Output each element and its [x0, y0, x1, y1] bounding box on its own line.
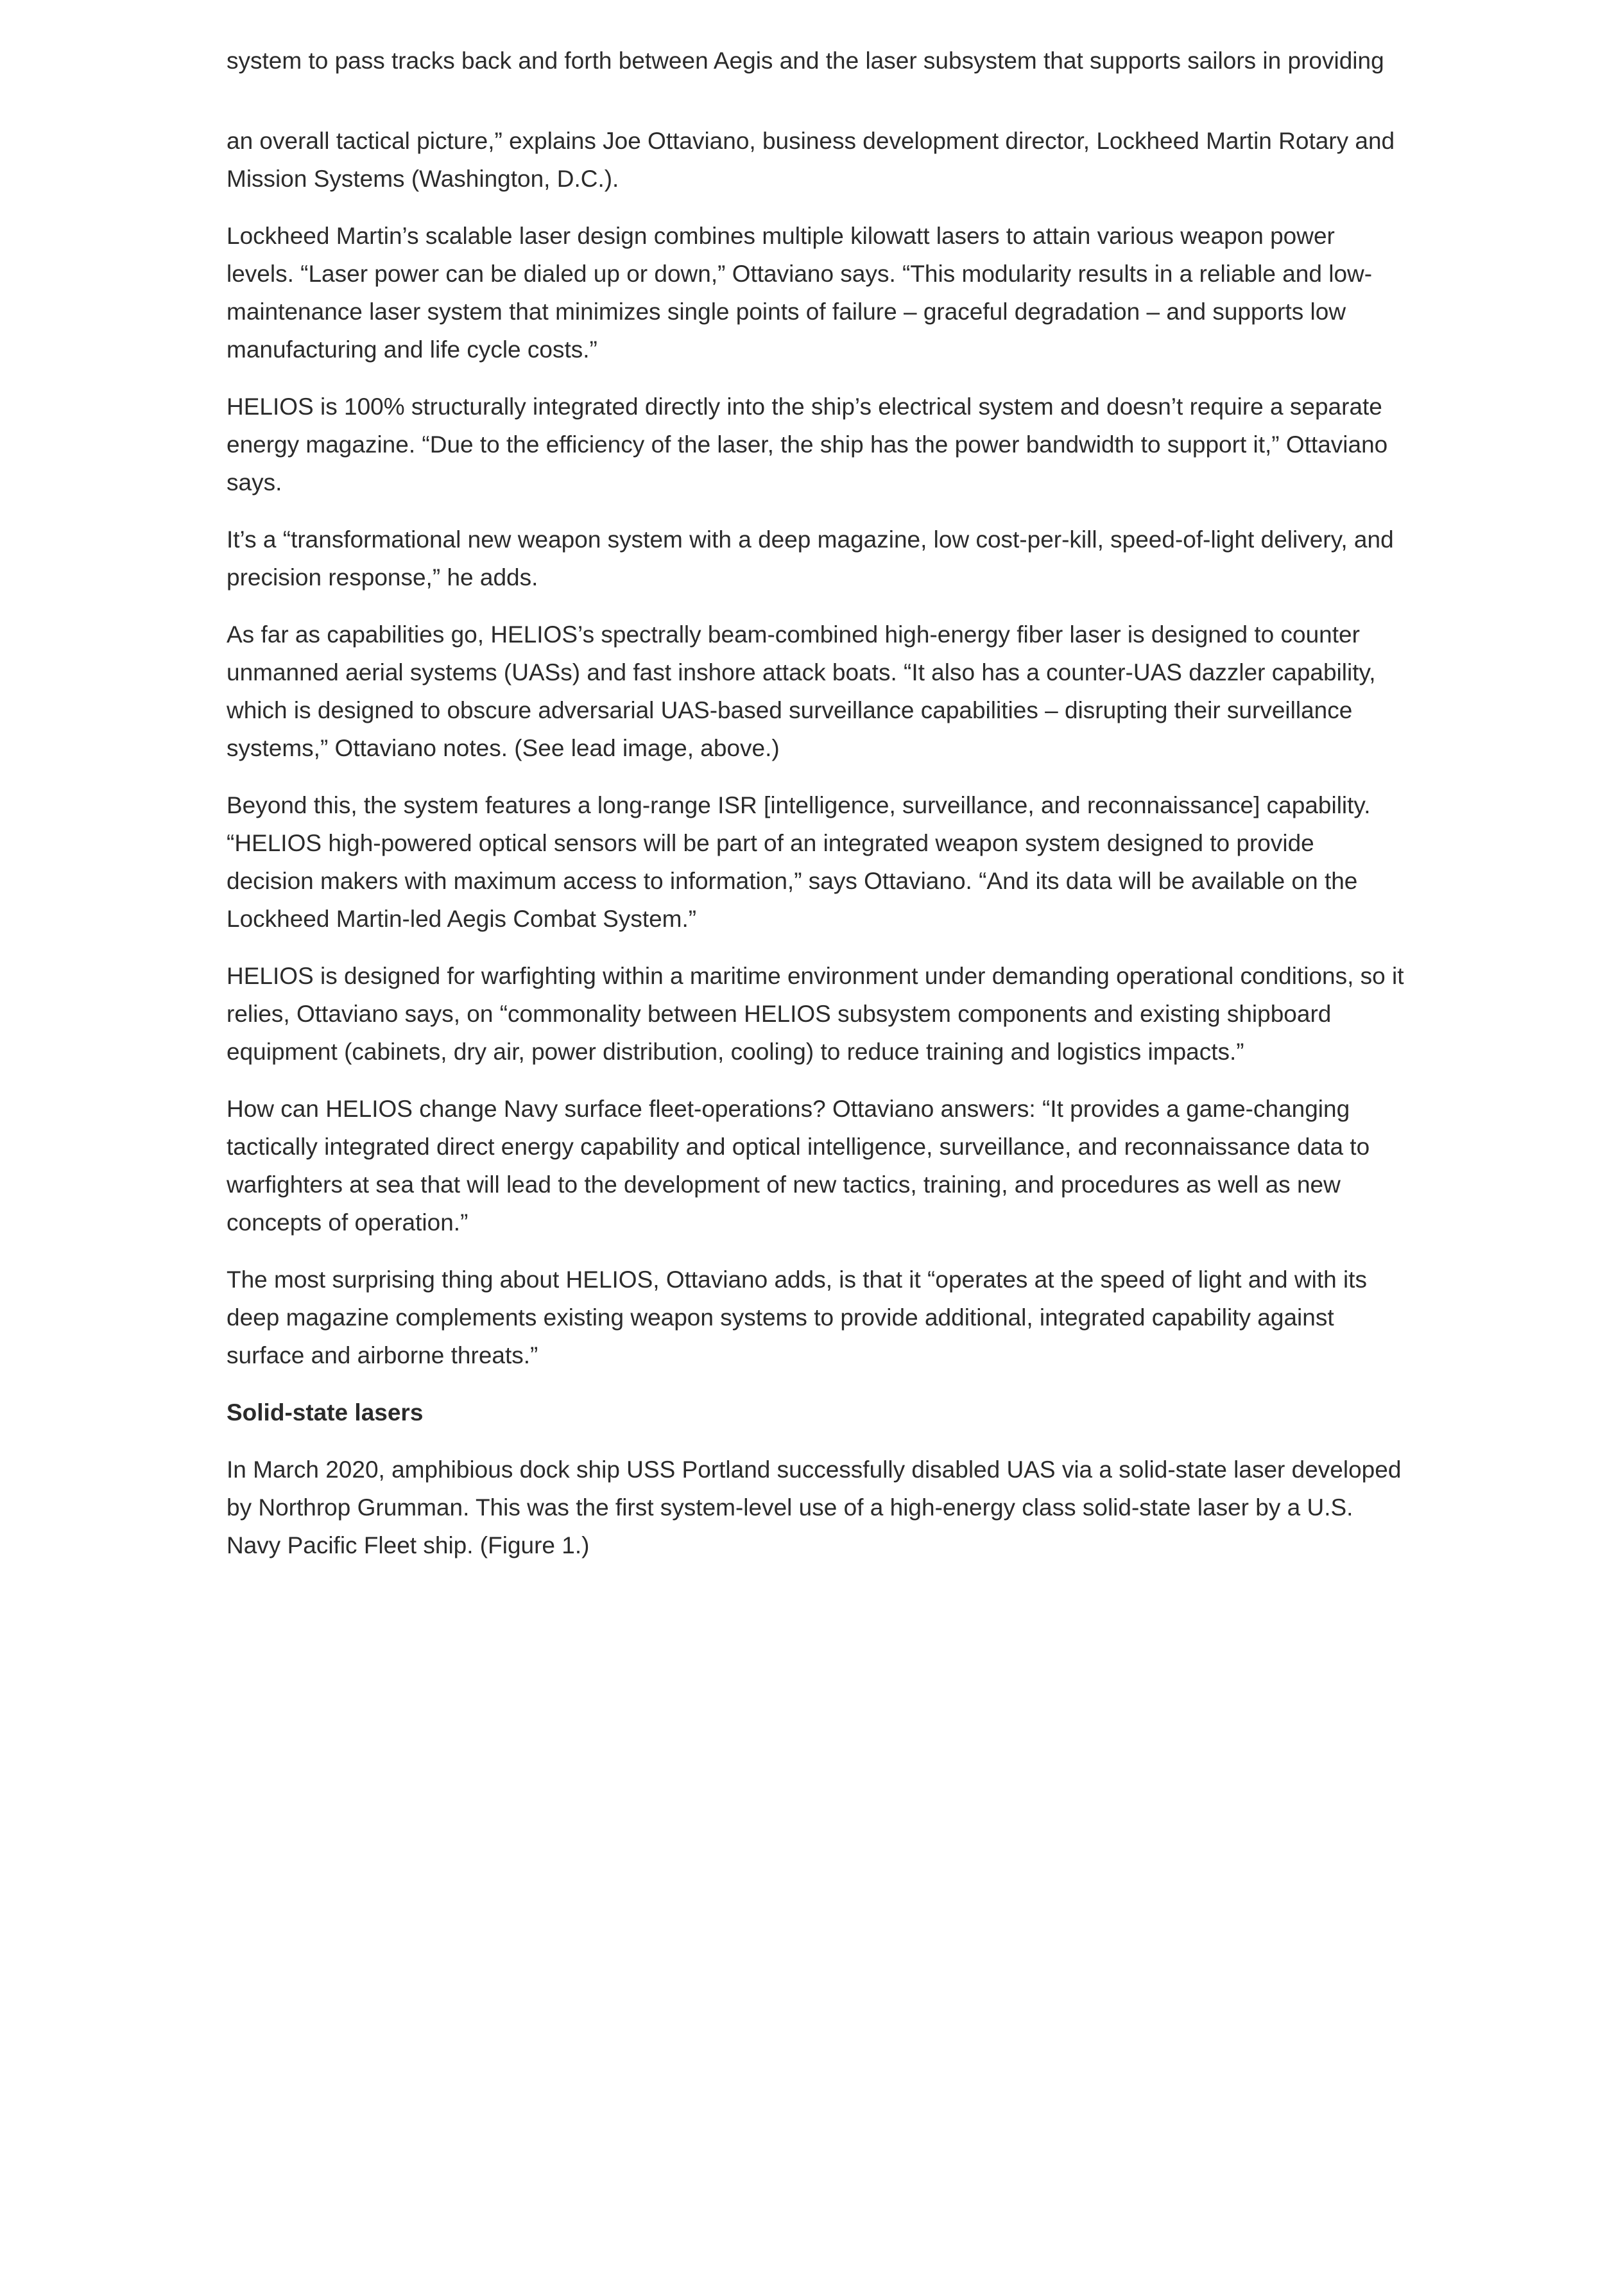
paragraph: an overall tactical picture,” explains Joe Ottaviano, business development director, Lockheed Martin Rotary and Mission Systems (Washington, D.C.).	[227, 128, 1395, 192]
paragraph: It’s a “transformational new weapon system with a deep magazine, low cost-per-kill, speed-of-light delivery, and precision response,” he adds.	[227, 526, 1394, 591]
paragraph: How can HELIOS change Navy surface fleet-operations? Ottaviano answers: “It provides a game-changing tactically integrated direct energy capability and optical intelligence, surveillance, and reconnaissance data to warfighters at sea that will lead to the development of new tactics, training, and procedures as well as new concepts of operation.”	[227, 1096, 1370, 1236]
article-text	[227, 122, 1407, 1584]
paragraph: In March 2020, amphibious dock ship USS Portland successfully disabled UAS via a solid-state laser developed by Northrop Grumman. This was the first system-level use of a high-energy class solid-state laser by a U.S. Navy Pacific Fleet ship. (Figure 1.)	[227, 1456, 1402, 1558]
paragraph: As far as capabilities go, HELIOS’s spectrally beam-combined high-energy fiber laser is designed to counter unmanned aerial systems (UASs) and fast inshore attack boats. “It also has a counter-UAS dazzler capability, which is designed to obscure adversarial UAS-based surveillance capabilities – disrupting their surveillance systems,” Ottaviano notes. (See lead image, above.)	[227, 621, 1376, 761]
section-subheading: Solid-state lasers	[227, 1399, 424, 1426]
cut-off-line: system to pass tracks back and forth between Aegis and the laser subsystem that supports sailors in providing	[227, 47, 1384, 74]
paragraph: Beyond this, the system features a long-range ISR [intelligence, surveillance, and reconnaissance] capability. “HELIOS high-powered optical sensors will be part of an integrated weapon system designed to provide decision makers with maximum access to information,” says Ottaviano. “And its data will be available on the Lockheed Martin-led Aegis Combat System.”	[227, 792, 1371, 932]
paragraph: The most surprising thing about HELIOS, Ottaviano adds, is that it “operates at the speed of light and with its deep magazine complements existing weapon systems to provide additional, integrated capability against surface and airborne threats.”	[227, 1266, 1367, 1368]
paragraph: Lockheed Martin’s scalable laser design combines multiple kilowatt lasers to attain various weapon power levels. “Laser power can be dialed up or down,” Ottaviano says. “This modularity results in a reliable and low-maintenance laser system that minimizes single points of failure – graceful degradation – and supports low manufacturing and life cycle costs.”	[227, 223, 1373, 363]
paragraph: HELIOS is 100% structurally integrated directly into the ship’s electrical system and doesn’t require a separate energy magazine. “Due to the efficiency of the laser, the ship has the power bandwidth to support it,” Ottaviano says.	[227, 393, 1388, 496]
paragraph: HELIOS is designed for warfighting within a maritime environment under demanding operational conditions, so it relies, Ottaviano says, on “commonality between HELIOS subsystem components and existing shipboard equipment (cabinets, dry air, power distribution, cooling) to reduce training and logistics impacts.”	[227, 963, 1404, 1065]
